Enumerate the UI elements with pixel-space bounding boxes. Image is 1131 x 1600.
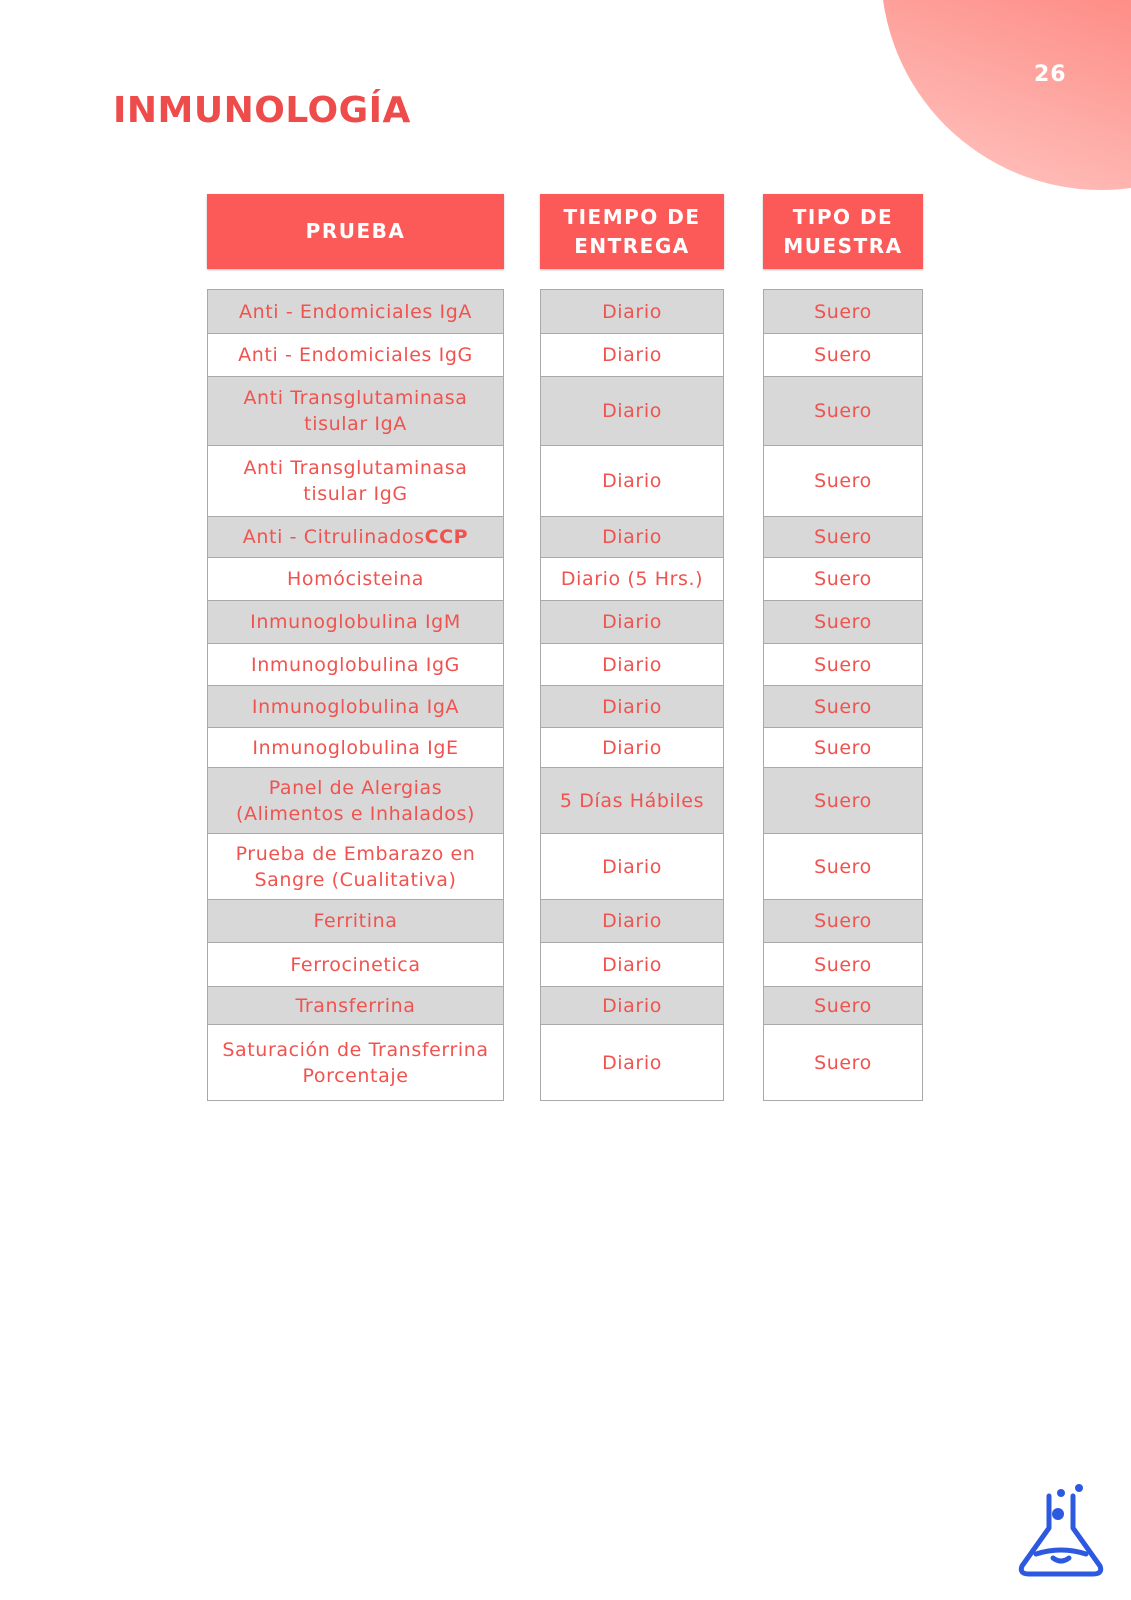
cell-prueba-text: Transferrina	[295, 994, 416, 1017]
cell-tiempo-de-entrega-text: Diario	[602, 400, 662, 422]
cell-tiempo-de-entrega	[540, 377, 724, 446]
cell-prueba	[207, 987, 504, 1025]
cell-tipo-de-muestra	[763, 943, 923, 987]
corner-decoration	[881, 0, 1131, 190]
cell-tipo-de-muestra-text: Suero	[814, 300, 872, 323]
cell-tipo-de-muestra	[763, 377, 923, 446]
cell-tiempo-de-entrega	[540, 768, 724, 834]
cell-prueba-text: Inmunoglobulina IgM	[250, 611, 461, 633]
cell-tipo-de-muestra-text: Suero	[814, 568, 872, 590]
cell-prueba	[207, 601, 504, 644]
cell-tipo-de-muestra-text: Suero	[814, 653, 872, 676]
cell-prueba	[207, 377, 504, 446]
cell-tipo-de-muestra	[763, 644, 923, 686]
cell-tiempo-de-entrega-text: Diario	[602, 994, 662, 1017]
header-prueba: PRUEBA	[207, 194, 504, 269]
cell-tiempo-de-entrega	[540, 289, 724, 334]
cell-tipo-de-muestra-text: Suero	[814, 994, 872, 1017]
column-tiempo-de-entrega	[540, 194, 724, 1101]
cell-tipo-de-muestra	[763, 517, 923, 558]
cell-tiempo-de-entrega	[540, 728, 724, 768]
lab-flask-icon	[1016, 1484, 1106, 1579]
cell-prueba	[207, 900, 504, 943]
cell-tipo-de-muestra-text: Suero	[814, 526, 872, 548]
cell-tiempo-de-entrega	[540, 686, 724, 728]
cell-tiempo-de-entrega-text: Diario	[602, 736, 662, 759]
cell-tipo-de-muestra	[763, 601, 923, 644]
cell-tiempo-de-entrega	[540, 517, 724, 558]
cell-tipo-de-muestra-text: Suero	[814, 611, 872, 633]
cell-tipo-de-muestra	[763, 686, 923, 728]
prueba-cells	[207, 289, 504, 1101]
cell-tipo-de-muestra-text: Suero	[814, 470, 872, 492]
cell-prueba	[207, 334, 504, 377]
cell-tiempo-de-entrega	[540, 334, 724, 377]
cell-tipo-de-muestra	[763, 558, 923, 601]
cell-tiempo-de-entrega-text: Diario	[602, 653, 662, 676]
cell-tipo-de-muestra	[763, 768, 923, 834]
cell-prueba-text: Saturación de Transferrina Porcentaje	[222, 1038, 489, 1087]
column-tipo-de-muestra	[763, 194, 923, 1101]
cell-prueba-text: Panel de Alergias (Alimentos e Inhalados)	[236, 776, 475, 825]
cell-tiempo-de-entrega	[540, 601, 724, 644]
cell-tiempo-de-entrega-text: Diario	[602, 526, 662, 548]
cell-prueba-text: Homócisteina	[287, 568, 424, 590]
cell-tiempo-de-entrega-text: Diario	[602, 344, 662, 366]
cell-tipo-de-muestra-text: Suero	[814, 910, 872, 932]
tipo-cells	[763, 289, 923, 1101]
cell-tiempo-de-entrega-text: Diario	[602, 611, 662, 633]
column-prueba	[207, 194, 504, 1101]
cell-tiempo-de-entrega	[540, 1025, 724, 1101]
cell-tipo-de-muestra-text: Suero	[814, 736, 872, 759]
cell-tipo-de-muestra-text: Suero	[814, 855, 872, 878]
cell-tiempo-de-entrega	[540, 987, 724, 1025]
cell-tiempo-de-entrega-text: Diario	[602, 953, 662, 976]
cell-tipo-de-muestra-text: Suero	[814, 953, 872, 976]
cell-prueba-text: Anti - Endomiciales IgG	[238, 344, 473, 366]
cell-tipo-de-muestra	[763, 728, 923, 768]
cell-tipo-de-muestra-text: Suero	[814, 1051, 872, 1074]
header-tiempo-de-entrega: TIEMPO DE ENTREGA	[540, 194, 724, 269]
header-tipo-de-muestra: TIPO DE MUESTRA	[763, 194, 923, 269]
cell-tipo-de-muestra	[763, 334, 923, 377]
cell-tipo-de-muestra	[763, 834, 923, 900]
cell-prueba	[207, 517, 504, 558]
cell-tipo-de-muestra-text: Suero	[814, 400, 872, 422]
cell-prueba-text: Anti Transglutaminasa tisular IgA	[243, 387, 468, 435]
cell-prueba-text: Inmunoglobulina IgA	[251, 695, 460, 718]
cell-prueba	[207, 446, 504, 517]
cell-prueba-text: Inmunoglobulina IgE	[252, 736, 459, 759]
cell-tipo-de-muestra-text: Suero	[814, 344, 872, 366]
cell-tiempo-de-entrega	[540, 644, 724, 686]
cell-tipo-de-muestra	[763, 289, 923, 334]
cell-tiempo-de-entrega-text: Diario	[602, 470, 662, 492]
cell-prueba	[207, 686, 504, 728]
cell-prueba-text: Prueba de Embarazo en Sangre (Cualitativa)	[235, 842, 476, 891]
tiempo-cells	[540, 289, 724, 1101]
cell-tiempo-de-entrega-text: Diario	[602, 855, 662, 878]
cell-tipo-de-muestra-text: Suero	[814, 695, 872, 718]
cell-prueba	[207, 834, 504, 900]
cell-prueba-text: Ferrocinetica	[290, 953, 421, 976]
cell-tipo-de-muestra	[763, 987, 923, 1025]
cell-tiempo-de-entrega	[540, 834, 724, 900]
cell-tiempo-de-entrega-text: Diario	[602, 910, 662, 932]
cell-prueba	[207, 558, 504, 601]
cell-prueba-text: Anti - Endomiciales IgA	[239, 300, 472, 323]
page-number: 26	[1034, 62, 1067, 87]
cell-prueba	[207, 728, 504, 768]
cell-tiempo-de-entrega	[540, 943, 724, 987]
cell-tipo-de-muestra	[763, 446, 923, 517]
cell-tiempo-de-entrega	[540, 558, 724, 601]
cell-prueba	[207, 943, 504, 987]
cell-tiempo-de-entrega-text: Diario	[602, 695, 662, 718]
cell-tipo-de-muestra-text: Suero	[814, 789, 872, 812]
cell-prueba	[207, 1025, 504, 1101]
cell-tipo-de-muestra	[763, 900, 923, 943]
cell-prueba-text: Inmunoglobulina IgG	[251, 653, 460, 676]
cell-tipo-de-muestra	[763, 1025, 923, 1101]
cell-tiempo-de-entrega-text: 5 Días Hábiles	[559, 789, 705, 812]
cell-prueba-text: Ferritina	[313, 910, 398, 932]
cell-prueba-bold-text: CCP	[424, 526, 469, 548]
cell-prueba-text: Anti - Citrulinados	[242, 526, 425, 548]
cell-prueba	[207, 768, 504, 834]
cell-prueba	[207, 644, 504, 686]
cell-tiempo-de-entrega	[540, 446, 724, 517]
cell-prueba-text: Anti Transglutaminasa tisular IgG	[243, 457, 468, 505]
page-title: INMUNOLOGÍA	[113, 90, 411, 131]
cell-tiempo-de-entrega-text: Diario	[602, 1051, 662, 1074]
cell-tiempo-de-entrega-text: Diario	[602, 300, 662, 323]
cell-tiempo-de-entrega	[540, 900, 724, 943]
cell-prueba	[207, 289, 504, 334]
cell-tiempo-de-entrega-text: Diario (5 Hrs.)	[560, 568, 704, 590]
